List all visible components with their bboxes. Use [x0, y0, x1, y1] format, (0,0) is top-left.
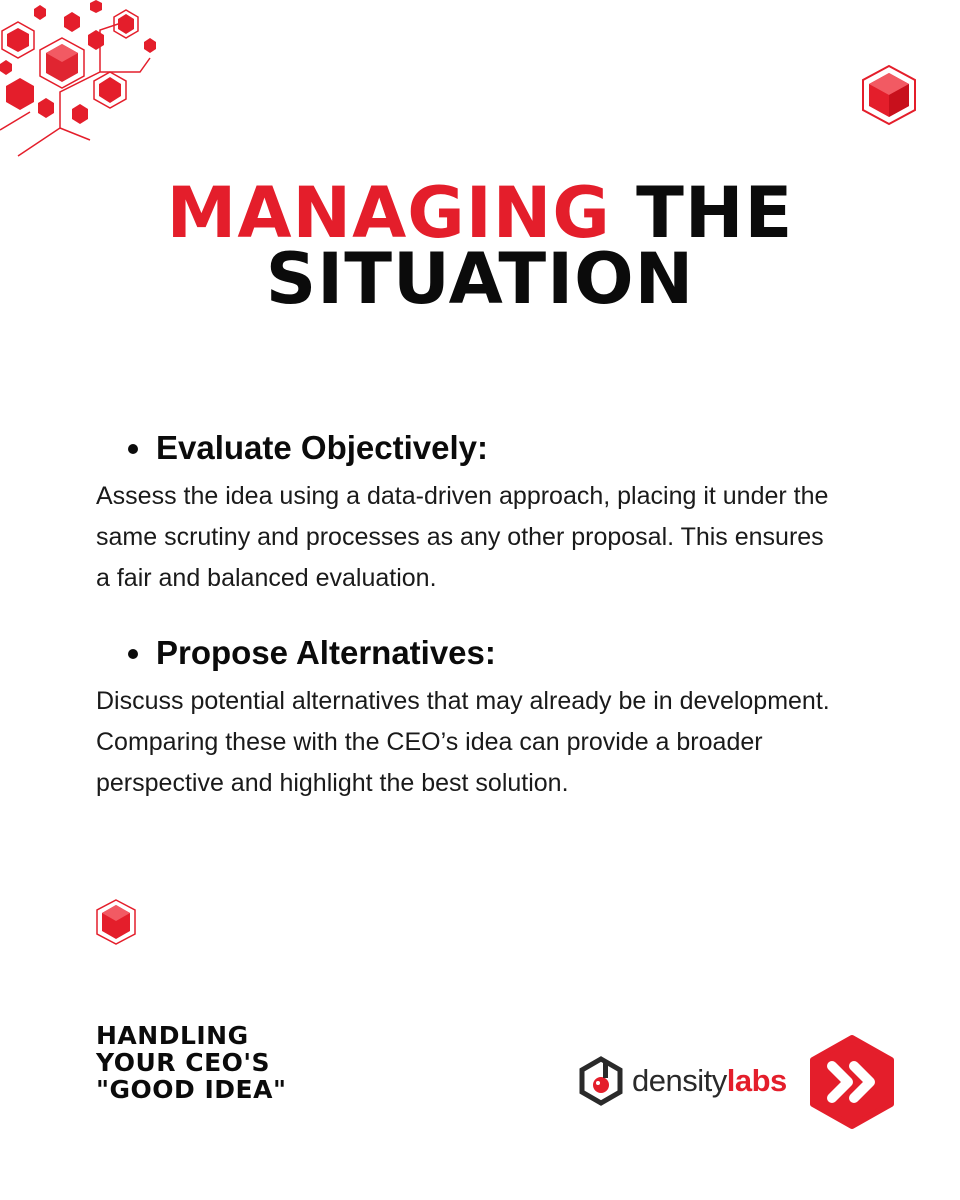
bullet-dot [128, 444, 138, 454]
point-body: Assess the idea using a data-driven approach, placing it under the same scrutiny and processes as any other proposal. This ensures a fair and balanced evaluation. [96, 482, 829, 592]
page-title [0, 172, 960, 320]
point-heading [96, 633, 836, 673]
title-line-2: SITUATION [265, 238, 695, 320]
title-accent: MANAGING [166, 172, 611, 254]
series-title-line: YOUR CEO'S [96, 1048, 271, 1077]
point-alternatives [96, 633, 836, 804]
hexagon-cluster-decoration [0, 0, 170, 170]
point-evaluate [96, 428, 836, 599]
brand-name-part: density [632, 1063, 727, 1098]
point-heading-text: Evaluate Objectively: [156, 429, 488, 466]
point-heading-text: Propose Alternatives: [156, 634, 496, 671]
series-title-line: HANDLING [96, 1021, 249, 1050]
brand-logo [578, 1056, 787, 1106]
point-body: Discuss potential alternatives that may already be in development. Comparing these with the CEO’s idea can provide a broader perspective and highlight the best solution. [96, 687, 830, 797]
series-title-line: "GOOD IDEA" [96, 1075, 287, 1104]
next-slide-button[interactable] [806, 1034, 898, 1130]
hexagon-icon [94, 898, 138, 946]
brand-name [632, 1063, 787, 1099]
title-rest: THE [636, 172, 794, 254]
brand-name-part: labs [726, 1063, 787, 1098]
hexagon-icon [860, 64, 918, 126]
density-labs-logo-icon [578, 1056, 624, 1106]
point-heading [96, 428, 836, 468]
bullet-dot [128, 649, 138, 659]
series-title [96, 1022, 287, 1103]
